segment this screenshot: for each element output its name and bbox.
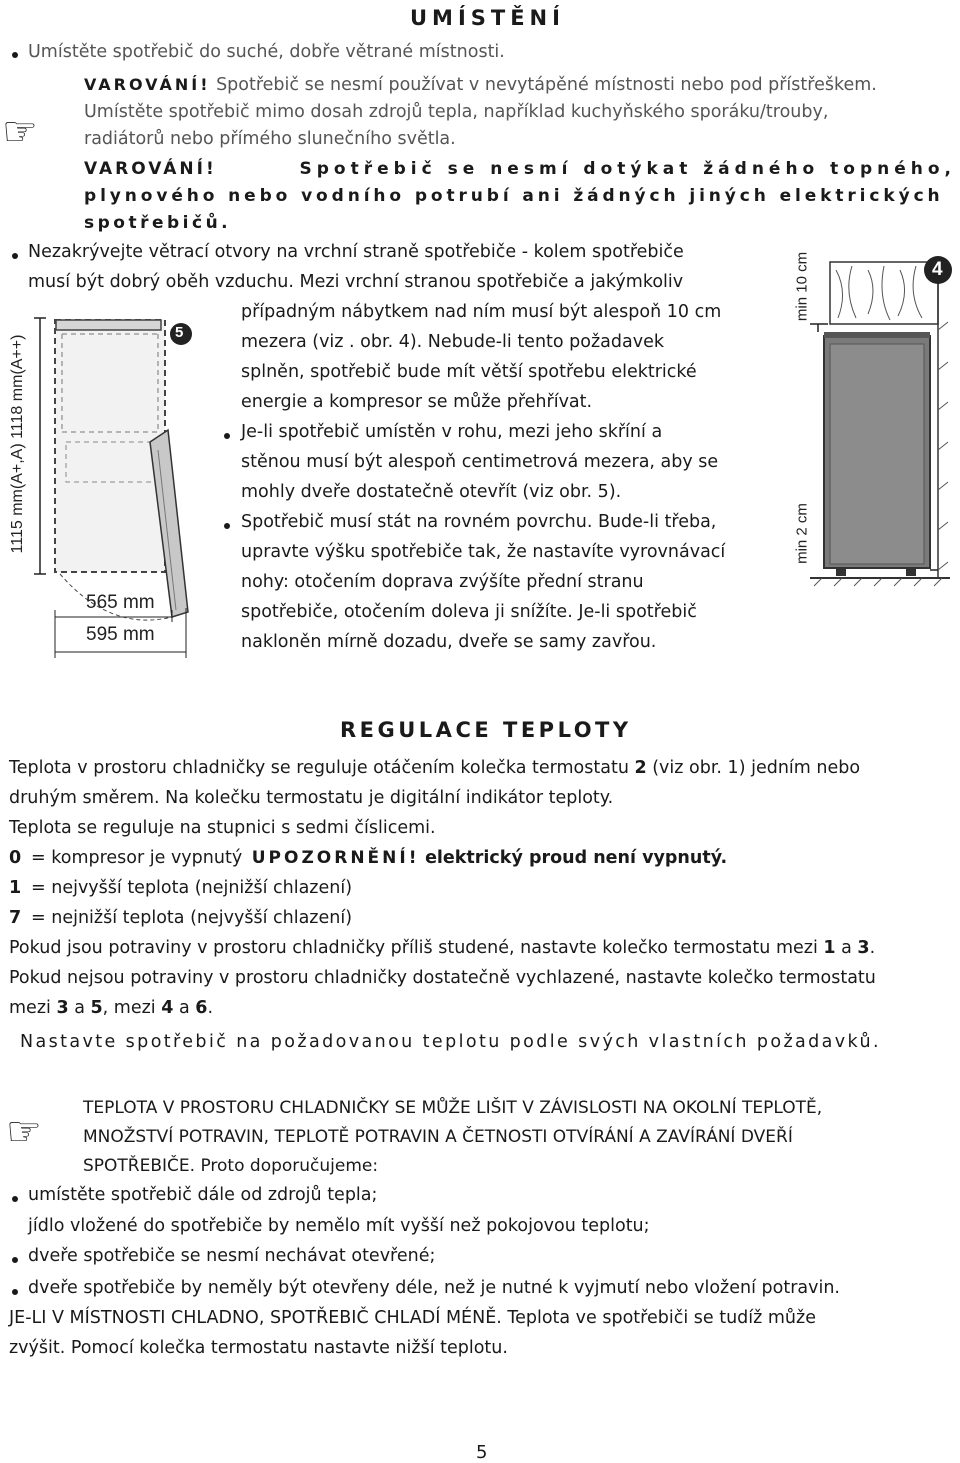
text: a — [835, 938, 858, 958]
recommend-item-4: dveře spotřebiče by neměly být otevřeny déle, než je nutné k vyjmutí nebo vložení potravin. — [28, 1278, 840, 1298]
bullet — [12, 1289, 18, 1295]
scale-number: 0 — [9, 848, 22, 868]
warning-1 — [84, 75, 877, 95]
number: 6 — [195, 998, 208, 1018]
warning-1-line3: radiátorů nebo přímého slunečního světla. — [84, 129, 456, 149]
cold-room-line1: JE-LI V MÍSTNOSTI CHLADNO, SPOTŘEBIČ CHLADÍ MÉNĚ. Teplota ve spotřebiči se tudíž může — [9, 1308, 816, 1328]
text: Proto doporučujeme: — [195, 1156, 379, 1176]
text: a — [173, 998, 196, 1018]
recommend-item-1: umístěte spotřebič dále od zdrojů tepla; — [28, 1185, 378, 1205]
figure-5-width-565: 565 mm — [86, 592, 155, 613]
recommend-item-2: jídlo vložené do spotřebiče by nemělo mít vyšší než pokojovou teplotu; — [28, 1216, 650, 1236]
figure-5-width-595: 595 mm — [86, 624, 155, 645]
number: 1 — [823, 938, 836, 958]
pointing-hand-icon: ☞ — [2, 109, 38, 155]
vent-text-line3: případným nábytkem nad ním musí být alespoň 10 cm — [241, 302, 722, 322]
figure-4-number: 4 — [932, 259, 943, 280]
pointing-hand-icon: ☞ — [6, 1109, 42, 1155]
warning-2-text: Spotřebič se nesmí dotýkat žádného topného, — [299, 159, 956, 179]
vent-text-line5: splněn, spotřebič bude mít větší spotřebu elektrické — [241, 362, 697, 382]
level-text-line2: upravte výšku spotřebiče tak, že nastavíte vyrovnávací — [241, 542, 726, 562]
section-title-placement: UMÍSTĚNÍ — [410, 6, 565, 30]
figure-4-top-gap-label: min 10 cm — [793, 251, 811, 322]
scale-number: 7 — [9, 908, 22, 928]
bullet — [12, 52, 18, 58]
vent-text-line1: Nezakrývejte větrací otvory na vrchní straně spotřebiče - kolem spotřebiče — [28, 242, 684, 262]
number: 4 — [161, 998, 174, 1018]
bullet — [12, 253, 18, 259]
warning-1-line2: Umístěte spotřebič mimo dosah zdrojů tepla, například kuchyňského sporáku/trouby, — [84, 102, 829, 122]
scale-text: = kompresor je vypnutý — [31, 848, 243, 868]
recommend-item-3: dveře spotřebiče se nesmí nechávat otevřené; — [28, 1246, 436, 1266]
vent-text-line6: energie a kompresor se může přehřívat. — [241, 392, 593, 412]
figure-5-number: 5 — [175, 324, 184, 341]
number: 3 — [857, 938, 870, 958]
warning-text: elektrický proud není vypnutý. — [425, 848, 728, 868]
thermostat-number: 2 — [634, 758, 647, 778]
level-text-line4: spotřebiče, otočením doleva ji snížíte. Je-li spotřebič — [241, 602, 697, 622]
temp-p4-line2 — [9, 998, 213, 1018]
temp-p4-line1: Pokud nejsou potraviny v prostoru chladničky dostatečně vychlazené, nastavte kolečko termostatu — [9, 968, 876, 988]
warning-label: VAROVÁNÍ! — [84, 159, 217, 179]
text: . — [869, 938, 876, 958]
text: SPOTŘEBIČE. — [83, 1156, 196, 1176]
placement-text-1: Umístěte spotřebič do suché, dobře větrané místnosti. — [28, 42, 505, 62]
text: (viz obr. 1) jedním nebo — [646, 758, 861, 778]
bullet — [12, 1196, 18, 1202]
text: a — [68, 998, 91, 1018]
warning-2-line1 — [84, 159, 956, 179]
section-title-temperature: REGULACE TEPLOTY — [340, 718, 632, 742]
scale-text: = nejnižší teplota (nejvyšší chlazení) — [31, 908, 353, 928]
temp-p2: Teplota se reguluje na stupnici s sedmi číslicemi. — [9, 818, 436, 838]
caps-line2: MNOŽSTVÍ POTRAVIN, TEPLOTĚ POTRAVIN A ČETNOSTI OTVÍRÁNÍ A ZAVÍRÁNÍ DVEŘÍ — [83, 1127, 793, 1147]
figure-4-side-gap-label: min 2 cm — [793, 503, 811, 564]
scale-0 — [9, 848, 727, 868]
text: , mezi — [102, 998, 162, 1018]
warning-2-line2: plynového nebo vodního potrubí ani žádných jiných elektrických — [84, 186, 944, 206]
page-number: 5 — [476, 1442, 488, 1463]
warning-2-line3: spotřebičů. — [84, 213, 232, 233]
temp-p3 — [9, 938, 875, 958]
number: 3 — [56, 998, 69, 1018]
scale-7 — [9, 908, 352, 928]
bullet — [12, 1257, 18, 1263]
temp-p1-line2: druhým směrem. Na kolečku termostatu je digitální indikátor teploty. — [9, 788, 614, 808]
figure-5-height-label: 1115 mm(A+,A) 1118 mm(A++) — [9, 334, 26, 554]
warning-label: VAROVÁNÍ! — [84, 75, 211, 94]
vent-text-line4: mezera (viz . obr. 4). Nebude-li tento požadavek — [241, 332, 664, 352]
corner-text-line2: stěnou musí být alespoň centimetrová mezera, aby se — [241, 452, 719, 472]
cold-room-line2: zvýšit. Pomocí kolečka termostatu nastavte nižší teplotu. — [9, 1338, 508, 1358]
text: Teplota v prostoru chladničky se reguluje otáčením kolečka termostatu — [9, 758, 635, 778]
text: mezi — [9, 998, 57, 1018]
corner-text-line3: mohly dveře dostatečně otevřít (viz obr. 5). — [241, 482, 622, 502]
scale-text: = nejvyšší teplota (nejnižší chlazení) — [31, 878, 353, 898]
scale-1 — [9, 878, 352, 898]
warning-text: Spotřebič se nesmí používat v nevytápěné místnosti nebo pod přístřeškem. — [210, 75, 877, 95]
warning-label: UPOZORNĚNÍ! — [251, 848, 420, 868]
text: Pokud jsou potraviny v prostoru chladničky příliš studené, nastavte kolečko termostatu mezi — [9, 938, 824, 958]
level-text-line5: nakloněn mírně dozadu, dveře se samy zavřou. — [241, 632, 657, 652]
temp-p1-line1 — [9, 758, 860, 778]
vent-text-line2: musí být dobrý oběh vzduchu. Mezi vrchní stranou spotřebiče a jakýmkoliv — [28, 272, 684, 292]
caps-line1: TEPLOTA V PROSTORU CHLADNIČKY SE MŮŽE LIŠIT V ZÁVISLOSTI NA OKOLNÍ TEPLOTĚ, — [83, 1098, 823, 1118]
scale-number: 1 — [9, 878, 22, 898]
corner-text-line1: Je-li spotřebič umístěn v rohu, mezi jeho skříní a — [241, 422, 663, 442]
level-text-line1: Spotřebič musí stát na rovném povrchu. Bude-li třeba, — [241, 512, 717, 532]
number: 5 — [90, 998, 103, 1018]
caps-line3 — [83, 1156, 378, 1176]
level-text-line3: nohy: otočením doprava zvýšíte přední stranu — [241, 572, 644, 592]
text: . — [207, 998, 214, 1018]
temp-p5: Nastavte spotřebič na požadovanou teplotu podle svých vlastních požadavků. — [20, 1032, 881, 1052]
